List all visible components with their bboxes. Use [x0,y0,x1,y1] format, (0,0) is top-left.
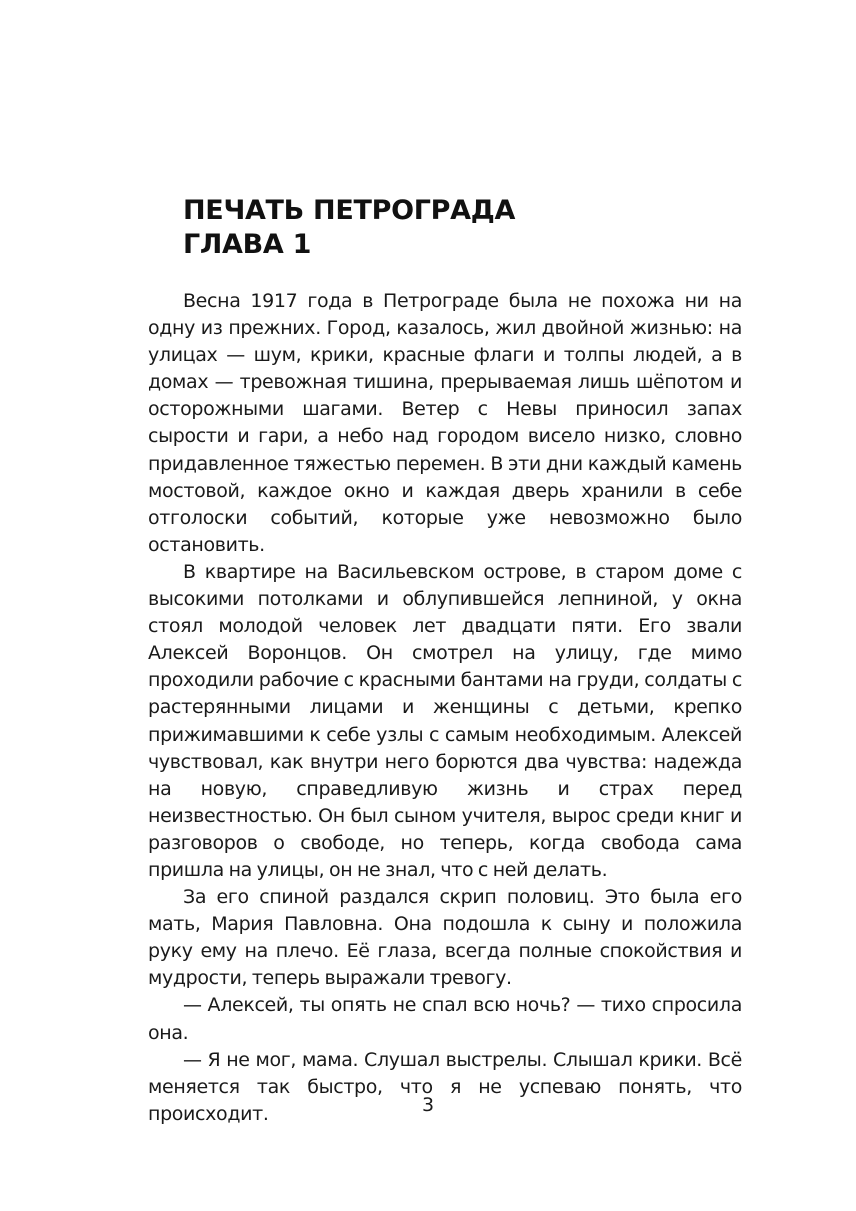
paragraph-2: В квартире на Васильевском острове, в старом доме с высокими потолками и облупившейся лепниной, у окна стоял молодой человек лет двадцати пяти. Его звали Алексей Воронцов. Он смотрел на улицу, где мимо проходили рабочие с красными бантами на груди, солдаты с растерянными лицами и женщины с детьми, крепко прижимавшими к себе узлы с самым необходимым. Алексей чувствовал, как внутри него борются два чувства: надежда на новую, справедливую жизнь и страх перед неизвестностью. Он был сыном учителя, вырос среди книг и разговоров о свободе, но теперь, когда свобода сама пришла на улицы, он не знал, что с ней делать. [148,560,742,881]
dialogue-line-2: — Я не мог, мама. Слушал выстрелы. Слышал крики. Всё меняется так быстро, что я не успеваю понять, что происходит. [148,1048,742,1125]
chapter-heading [183,194,743,262]
dialogue-line-1: — Алексей, ты опять не спал всю ночь? — тихо спросила она. [148,994,742,1044]
paragraph-1: Весна 1917 года в Петрограде была не похожа ни на одну из прежних. Город, казалось, жил двойной жизнью: на улицах — шум, крики, красные флаги и толпы людей, а в домах — тревожная тишина, прерываемая лишь шёпотом и осторожными шагами. Ветер с Невы приносил запах сырости и гари, а небо над городом висело низко, словно придавленное тяжестью перемен. В эти дни каждый камень мостовой, каждое окно и каждая дверь хранили в себе отголоски событий, которые уже невозможно было остановить. [148,290,742,556]
page-number: 3 [421,1094,435,1116]
body-text [148,288,742,1128]
book-title: ПЕЧАТЬ ПЕТРОГРАДА [183,195,516,226]
paragraph-3: За его спиной раздался скрип половиц. Это была его мать, Мария Павловна. Она подошла к сыну и положила руку ему на плечо. Её глаза, всегда полные спокойствия и мудрости, теперь выражали тревогу. [148,886,742,990]
chapter-title: ГЛАВА 1 [183,229,312,260]
